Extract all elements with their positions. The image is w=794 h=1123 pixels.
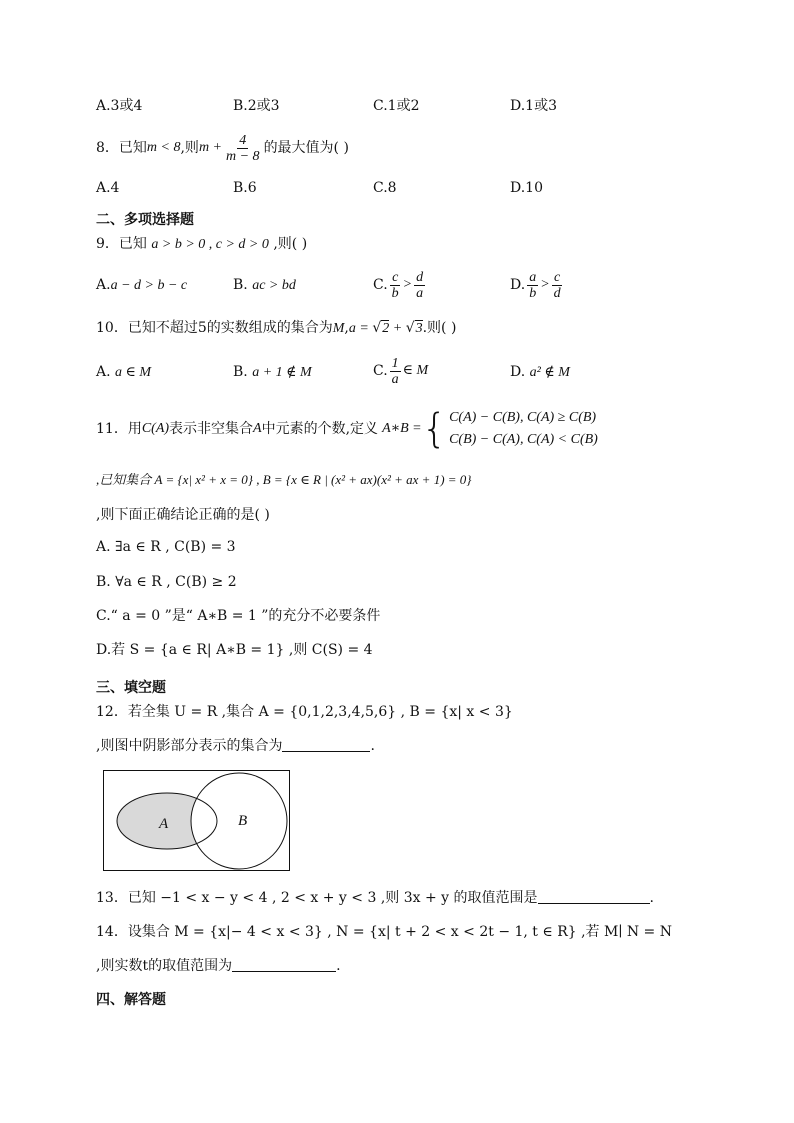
- q9-b-label: B.: [233, 277, 248, 293]
- q8-fraction: [224, 133, 262, 164]
- q10-root2: √3: [405, 320, 423, 336]
- q10-option-c: [373, 352, 428, 390]
- q11-stem-b: 表示非空集合: [169, 421, 254, 437]
- q10-comma: ,: [344, 320, 349, 336]
- q11-option-d: D.若 S = {a ∈ R| A∗B = 1} ,则 C(S) = 4: [96, 642, 373, 658]
- q12-end: .: [370, 738, 375, 754]
- question-11: [96, 406, 598, 452]
- q14-line-2-text: ,则实数t的取值范围为: [96, 958, 233, 974]
- q10-plus: +: [389, 321, 406, 336]
- q11-option-b: B. ∀a ∈ R , C(B) ≥ 2: [96, 574, 237, 590]
- q9-condition: a > b > 0 , c > d > 0: [151, 237, 269, 252]
- q9-option-c: [373, 266, 427, 304]
- q9-c-op: >: [402, 277, 413, 292]
- q11-case-1: C(A) − C(B), C(A) ≥ C(B): [449, 410, 597, 425]
- q8-option-c: C.8: [373, 180, 397, 196]
- q10-c-frac: [390, 356, 401, 387]
- q8-frac-den: m − 8: [226, 148, 260, 164]
- venn-diagram: [103, 770, 291, 872]
- q11-case-2: C(B) − C(A), C(A) < C(B): [449, 432, 598, 447]
- q10-a-expr: a ∈ M: [115, 365, 152, 380]
- question-8: [96, 128, 349, 168]
- q11-stem-c: 中元素的个数,定义: [261, 421, 379, 437]
- q10-d-label: D.: [510, 364, 526, 380]
- q8-option-d: D.10: [510, 180, 543, 196]
- q11-line-3: ,则下面正确结论正确的是( ): [96, 507, 270, 523]
- q9-d-frac2: [552, 270, 563, 301]
- q9-c-d1: b: [391, 285, 399, 301]
- q8-mid: ,则: [180, 140, 199, 156]
- question-13: [96, 888, 654, 908]
- q12-line-1: 12．若全集 U = R ,集合 A = {0,1,2,3,4,5,6} , B = {x| x < 3}: [96, 704, 513, 720]
- q7-option-a: A.3或4: [96, 98, 143, 114]
- q10-b-label: B.: [233, 364, 248, 380]
- q10-root1-value: 2: [382, 321, 390, 336]
- q9-c-n2: d: [416, 269, 424, 285]
- q8-option-b: B.6: [233, 180, 257, 196]
- q8-expr: m +: [198, 140, 222, 155]
- q14-line-2: [96, 956, 341, 976]
- q9-a-label: A.: [96, 277, 111, 293]
- q9-option-b: [233, 275, 296, 296]
- section-3-heading: 三、填空题: [96, 680, 166, 696]
- q13-end: .: [649, 890, 654, 906]
- q7-option-b: B.2或3: [233, 98, 280, 114]
- q10-a-eq: a =: [348, 321, 373, 336]
- q10-a-label: A.: [96, 364, 111, 380]
- q9-d-label: D.: [510, 277, 526, 293]
- q12-line-2-text: ,则图中阴影部分表示的集合为: [96, 738, 283, 754]
- q10-option-d: [510, 362, 570, 383]
- q10-d-expr: a² ∉ M: [529, 365, 570, 380]
- q9-c-label: C.: [373, 277, 388, 293]
- q7-option-c: C.1或2: [373, 98, 420, 114]
- q9-a-expr: a − d > b − c: [110, 278, 188, 293]
- q10-c-label: C.: [373, 363, 388, 379]
- q9-option-a: [96, 275, 187, 296]
- q10-b-expr: a + 1 ∉ M: [252, 365, 312, 380]
- q8-condition: m < 8: [146, 140, 181, 155]
- q10-root2-value: 3: [415, 321, 423, 336]
- q11-cases: [449, 407, 598, 451]
- q14-answer-blank[interactable]: [232, 957, 336, 972]
- q9-d-d2: d: [553, 285, 561, 301]
- q10-root1: √2: [372, 320, 390, 336]
- q11-piecewise: [422, 407, 598, 451]
- q9-c-frac2: [414, 270, 425, 301]
- q11-option-c: C.“ a = 0 ”是“ A∗B = 1 ”的充分不必要条件: [96, 608, 381, 624]
- q12-line-2: [96, 736, 375, 756]
- q11-brace: {: [421, 406, 448, 452]
- q10-option-b: [233, 362, 312, 383]
- q10-end: .则( ): [422, 320, 457, 336]
- q9-option-d: [510, 266, 565, 304]
- q8-suffix: 的最大值为( ): [263, 140, 349, 156]
- q10-option-a: [96, 362, 151, 383]
- q11-line-2: ,已知集合 A = {x| x² + x = 0} , B = {x ∈ R | (x² + ax)(x² + ax + 1) = 0}: [96, 472, 472, 487]
- question-9: [96, 234, 307, 255]
- q9-end: ,则( ): [273, 236, 308, 252]
- q9-d-d1: b: [529, 285, 537, 301]
- q9-d-op: >: [540, 277, 550, 292]
- q10-set-m: M: [332, 321, 345, 336]
- q11-ca: C(A): [141, 421, 170, 436]
- q10-c-num: 1: [391, 355, 399, 371]
- q9-d-n1: a: [529, 269, 537, 285]
- q9-d-n2: c: [554, 269, 561, 285]
- q8-option-a: A.4: [96, 180, 120, 196]
- venn-label-b: B: [238, 813, 248, 829]
- q11-stem-a: 11．用: [96, 421, 142, 437]
- q9-c-frac1: [390, 270, 401, 301]
- q11-option-a: A. ∃a ∈ R , C(B) = 3: [96, 539, 236, 555]
- q9-c-n1: c: [392, 269, 399, 285]
- q11-definition: A∗B =: [382, 421, 422, 436]
- q9-b-expr: ac > bd: [252, 278, 296, 293]
- q9-stem: 9．已知: [96, 236, 147, 252]
- q7-option-d: D.1或3: [510, 98, 557, 114]
- q8-frac-num: 4: [239, 132, 247, 148]
- q10-c-den: a: [391, 371, 399, 387]
- q12-answer-blank[interactable]: [282, 737, 370, 752]
- q13-text: 13．已知 −1 < x − y < 4 , 2 < x + y < 3 ,则 3x + y 的取值范围是: [96, 890, 538, 906]
- section-2-heading: 二、多项选择题: [96, 212, 194, 228]
- venn-label-a: A: [159, 816, 169, 832]
- q14-line-1: 14．设集合 M = {x|− 4 < x < 3} , N = {x| t + 2 < x < 2t − 1, t ∈ R} ,若 M∣ N = N: [96, 924, 672, 940]
- q9-c-d2: a: [416, 285, 424, 301]
- section-4-heading: 四、解答题: [96, 992, 166, 1008]
- q13-answer-blank[interactable]: [538, 889, 650, 904]
- q8-prefix: 8．已知: [96, 140, 147, 156]
- q10-stem: 10．已知不超过5的实数组成的集合为: [96, 320, 333, 336]
- q14-end: .: [336, 958, 341, 974]
- question-10: [96, 318, 456, 339]
- q11-set-a: A: [253, 421, 262, 436]
- q10-c-rest: ∈ M: [402, 363, 429, 378]
- q9-d-frac1: [527, 270, 538, 301]
